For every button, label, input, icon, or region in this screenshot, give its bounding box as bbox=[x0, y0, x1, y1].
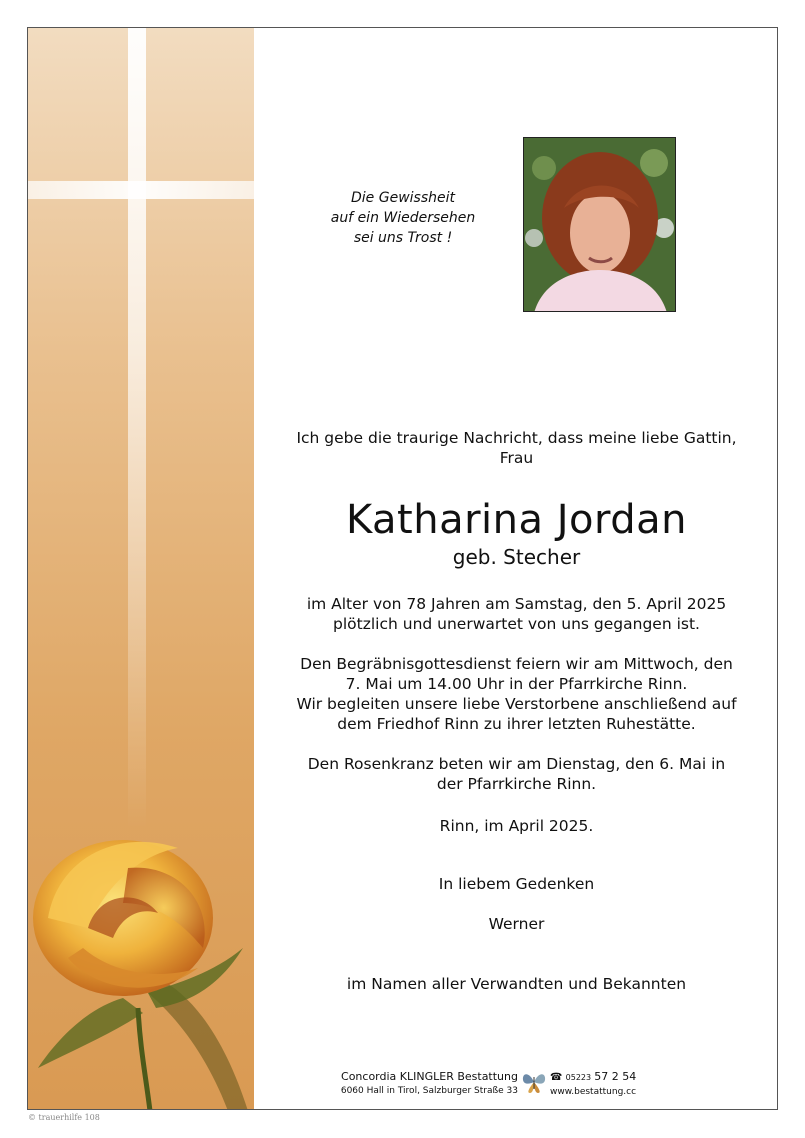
passing-line: im Alter von 78 Jahren am Samstag, den 5. April 2025 bbox=[306, 595, 727, 613]
rose-image bbox=[28, 808, 254, 1109]
funeral-line: Wir begleiten unsere liebe Verstorbene anschließend auf bbox=[296, 695, 737, 713]
funeral-notice bbox=[254, 654, 779, 734]
rosary-line: der Pfarrkirche Rinn. bbox=[436, 775, 597, 793]
closing-block bbox=[254, 874, 779, 894]
funeral-line: dem Friedhof Rinn zu ihrer letzten Ruhestätte. bbox=[337, 715, 696, 733]
intro-line: Ich gebe die traurige Nachricht, dass meine liebe Gattin, bbox=[296, 429, 737, 447]
passing-notice bbox=[254, 594, 779, 634]
company-name: Concordia KLINGLER Bestattung bbox=[341, 1070, 518, 1083]
funeral-line: Den Begräbnisgottesdienst feiern wir am Mittwoch, den bbox=[300, 655, 733, 673]
obituary-card bbox=[27, 27, 778, 1110]
phone-icon: ☎ bbox=[550, 1072, 563, 1083]
phone-prefix: 05223 bbox=[565, 1073, 592, 1082]
phone-line bbox=[550, 1070, 690, 1085]
signer-block bbox=[254, 914, 779, 934]
decorative-panel bbox=[28, 28, 254, 1109]
deceased-name-block bbox=[254, 496, 779, 570]
portrait-image bbox=[524, 138, 676, 312]
epitaph-quote bbox=[283, 188, 523, 248]
place-date-text: Rinn, im April 2025. bbox=[439, 817, 594, 835]
funeral-line: 7. Mai um 14.00 Uhr in der Pfarrkirche Rinn. bbox=[345, 675, 688, 693]
quote-line: Die Gewissheit bbox=[351, 190, 455, 206]
funeral-home-info bbox=[328, 1070, 518, 1098]
relatives-block bbox=[254, 974, 779, 994]
maiden-name: geb. Stecher bbox=[452, 545, 581, 569]
place-date bbox=[254, 816, 779, 836]
rosary-notice bbox=[254, 754, 779, 794]
announcement-intro bbox=[254, 428, 779, 468]
funeral-home-contact bbox=[550, 1070, 690, 1099]
deceased-name: Katharina Jordan bbox=[346, 497, 687, 543]
website-link[interactable]: www.bestattung.cc bbox=[550, 1087, 637, 1097]
butterfly-logo bbox=[521, 1069, 547, 1095]
company-address: 6060 Hall in Tirol, Salzburger Straße 33 bbox=[340, 1086, 518, 1096]
cross-horizontal-beam bbox=[28, 181, 254, 199]
closing-text: In liebem Gedenken bbox=[438, 875, 595, 893]
rosary-line: Den Rosenkranz beten wir am Dienstag, den 6. Mai in bbox=[307, 755, 726, 773]
phone-number: 57 2 54 bbox=[594, 1070, 637, 1083]
portrait-photo bbox=[523, 137, 676, 312]
intro-line: Frau bbox=[499, 449, 534, 467]
signer-name: Werner bbox=[488, 915, 545, 933]
relatives-text: im Namen aller Verwandten und Bekannten bbox=[346, 975, 687, 993]
passing-line: plötzlich und unerwartet von uns gegangen ist. bbox=[333, 615, 700, 633]
quote-line: auf ein Wiedersehen bbox=[330, 210, 476, 226]
cross-vertical-beam bbox=[128, 28, 146, 828]
quote-line: sei uns Trost ! bbox=[353, 230, 453, 246]
copyright-text: © trauerhilfe 108 bbox=[28, 1113, 100, 1122]
